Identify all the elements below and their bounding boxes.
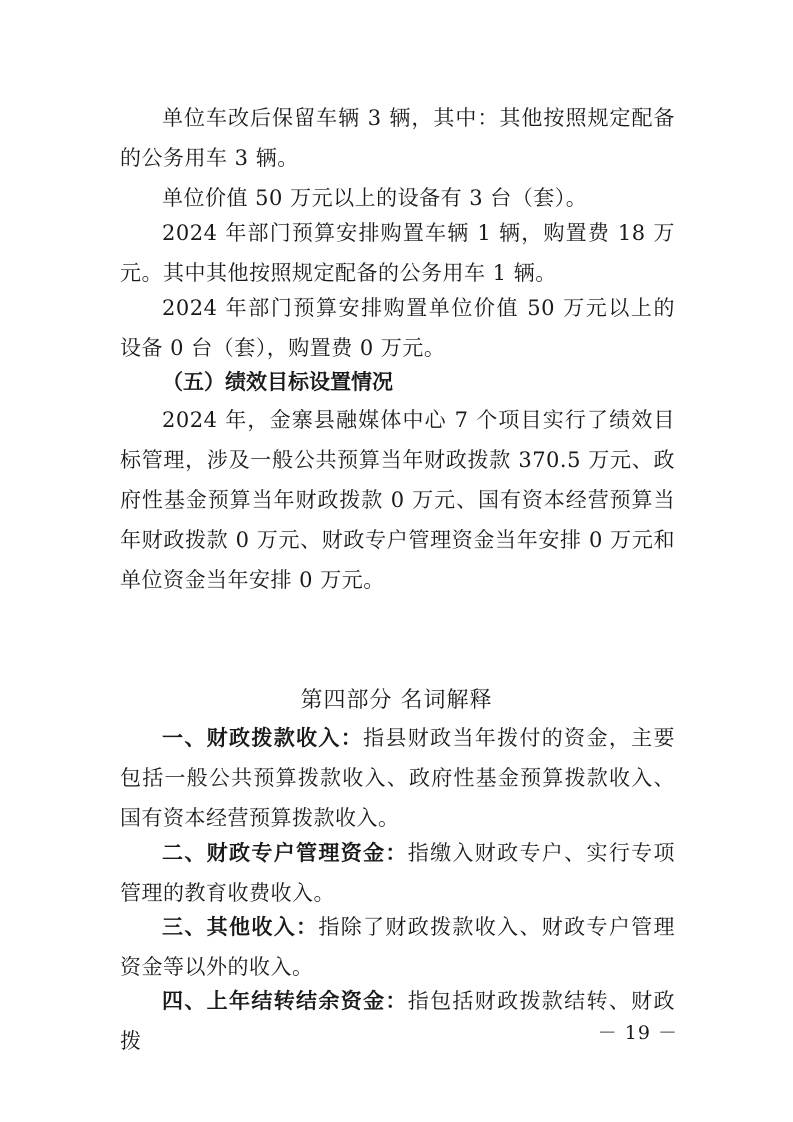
definition-item — [120, 907, 675, 987]
vehicle-purchase-paragraph: 2024 年部门预算安排购置车辆 1 辆，购置费 18 万元。其中其他按照规定配备的公务用车 1 辆。 — [120, 221, 675, 285]
page-number: － 19 － — [597, 1022, 678, 1044]
definition-item — [120, 718, 675, 838]
definition-term: 二、财政专户管理资金： — [162, 840, 408, 865]
definition-item — [120, 833, 675, 913]
performance-goals-heading: （五）绩效目标设置情况 — [162, 369, 393, 394]
definition-item — [120, 981, 675, 1061]
definition-term: 三、其他收入： — [162, 914, 319, 939]
vehicle-paragraph: 单位车改后保留车辆 3 辆，其中：其他按照规定配备的公务用车 3 辆。 — [120, 106, 675, 170]
definition-term: 一、财政拨款收入： — [162, 725, 364, 750]
section-title: 第四部分 名词解释 — [300, 688, 493, 713]
definition-text: 指县财政当年拨付的资金，主要包括一般公共预算拨款收入、政府性基金预算拨款收入、国有资本经营预算拨款收入。 — [120, 726, 676, 830]
definition-text: 指包括财政拨款结转、财政拨 — [120, 989, 675, 1053]
performance-goals-paragraph: 2024 年，金寨县融媒体中心 7 个项目实行了绩效目标管理，涉及一般公共预算当年财政拨款 370.5 万元、政府性基金预算当年财政拨款 0 万元、国有资本经营预算当年财政拨款 0 万元、财政专户管理资金当年安排 0 万元和单位资金当年安排 0 万元。 — [120, 408, 675, 592]
equipment-paragraph: 单位价值 50 万元以上的设备有 3 台（套）。 — [162, 186, 588, 210]
definition-text: 指除了财政拨款收入、财政专户管理资金等以外的收入。 — [120, 915, 676, 979]
definition-term: 四、上年结转结余资金： — [162, 988, 408, 1013]
equipment-purchase-paragraph: 2024 年部门预算安排购置单位价值 50 万元以上的设备 0 台（套），购置费 0 万元。 — [120, 296, 675, 360]
definition-text: 指缴入财政专户、实行专项管理的教育收费收入。 — [120, 841, 675, 905]
